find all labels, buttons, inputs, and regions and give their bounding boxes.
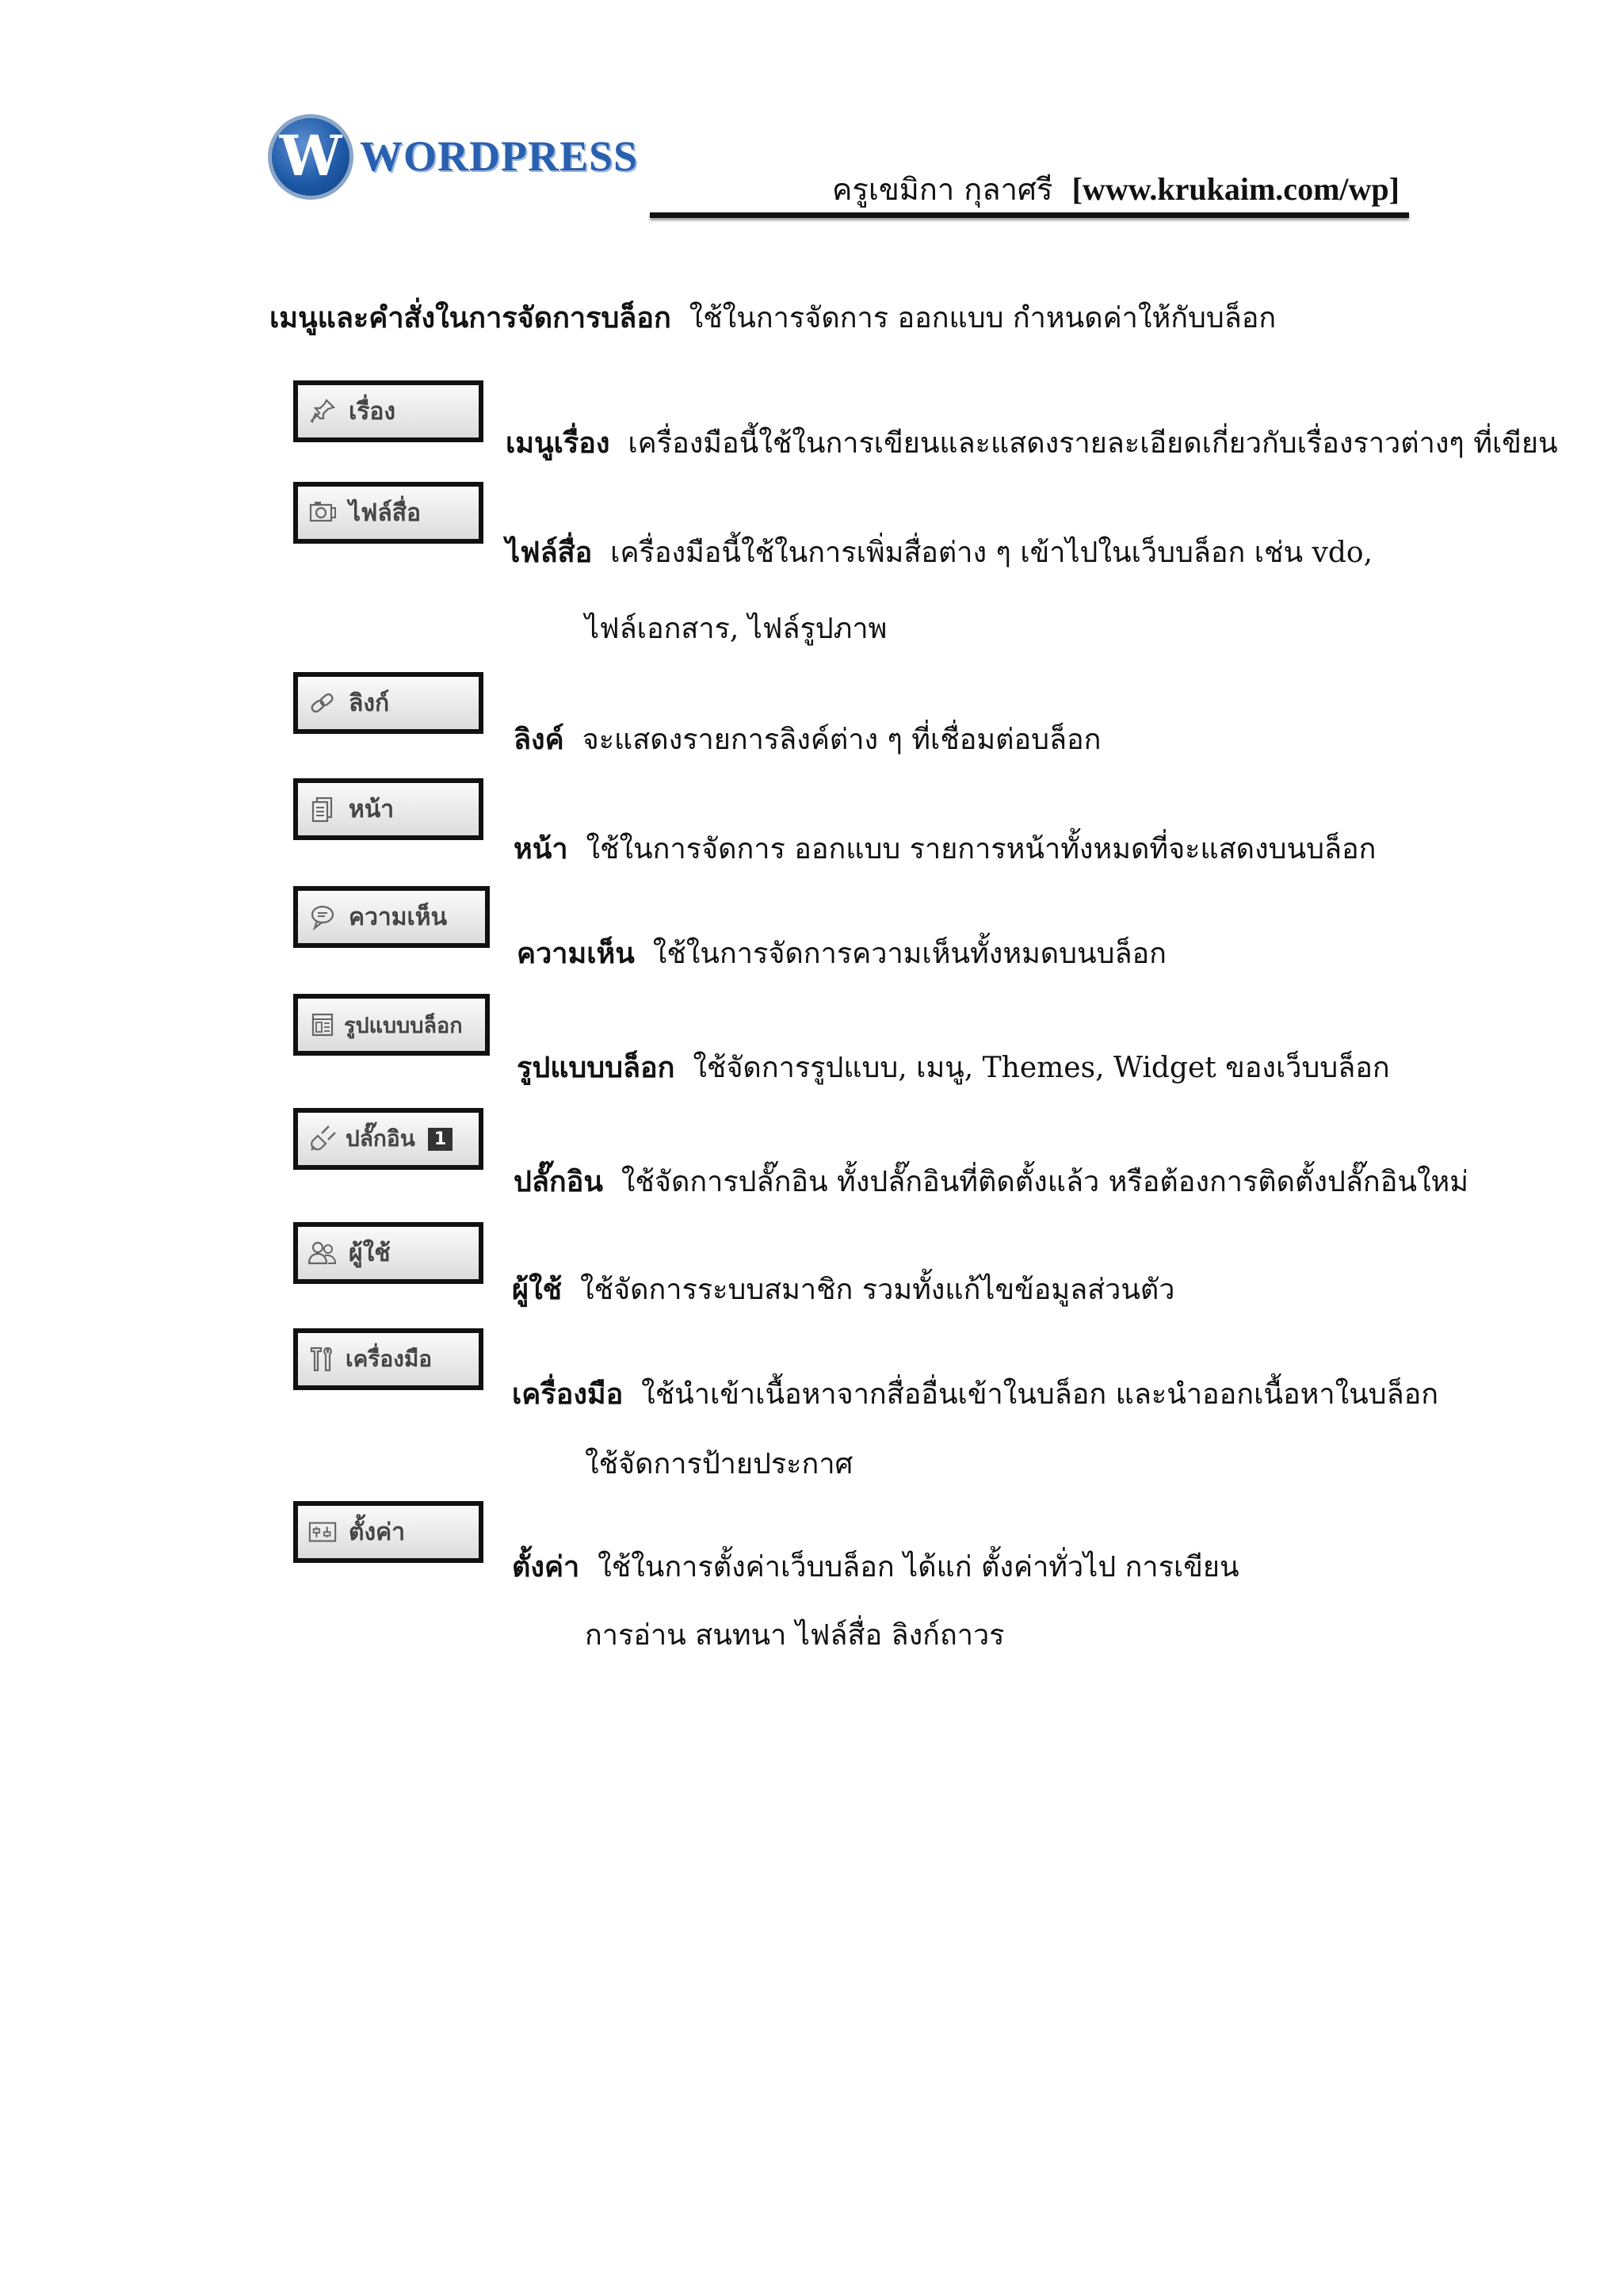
desc-line bbox=[512, 1266, 1175, 1312]
item-desc: ใช้จัดการปลั๊กอิน ทั้งปลั๊กอินที่ติดตั้งแล้ว หรือต้องการติดตั้งปลั๊กอินใหม่ bbox=[621, 1166, 1468, 1198]
item-name: ปลั๊กอิน bbox=[514, 1165, 603, 1198]
desc-line bbox=[514, 1159, 1468, 1204]
header-divider bbox=[650, 212, 1409, 218]
update-count-badge: 1 bbox=[428, 1128, 453, 1151]
author-name: ครูเขมิกา กุลาศรี bbox=[832, 172, 1053, 207]
item-desc: จะแสดงรายการลิงค์ต่าง ๆ ที่เชื่อมต่อบล็อก bbox=[582, 724, 1102, 756]
item-name: รูปแบบบล็อก bbox=[517, 1051, 675, 1084]
item-desc: ใช้ในการจัดการ ออกแบบ รายการหน้าทั้งหมดที่จะแสดงบนบล็อก bbox=[586, 833, 1377, 865]
author-url: [www.krukaim.com/wp] bbox=[1071, 171, 1400, 207]
menu-button-settings[interactable] bbox=[293, 1501, 483, 1563]
item-name: ไฟล์สื่อ bbox=[506, 536, 593, 569]
link-icon bbox=[307, 688, 338, 718]
desc-line bbox=[512, 1371, 1438, 1416]
menu-button-label: ลิงก์ bbox=[349, 689, 390, 717]
users-icon bbox=[307, 1238, 338, 1268]
desc-line bbox=[512, 1544, 1239, 1589]
intro-title: เมนูและคำสั่งในการจัดการบล็อก bbox=[269, 301, 671, 334]
menu-button-pages[interactable] bbox=[293, 778, 483, 840]
menu-button-label: ไฟล์สื่อ bbox=[349, 499, 422, 527]
item-name: หน้า bbox=[514, 832, 568, 865]
desc-continuation: การอ่าน สนทนา ไฟล์สื่อ ลิงก์ถาวร bbox=[585, 1619, 1005, 1652]
menu-button-label: รูปแบบบล็อก bbox=[344, 1013, 463, 1038]
item-desc: เครื่องมือนี้ใช้ในการเพิ่มสื่อต่าง ๆ เข้าไปในเว็บบล็อก เช่น vdo, bbox=[610, 537, 1373, 569]
wordpress-logo bbox=[268, 113, 648, 208]
logo-text: WORDPRESS bbox=[360, 132, 639, 180]
desc-continuation: ใช้จัดการป้ายประกาศ bbox=[585, 1448, 854, 1480]
menu-button-label: ปลั๊กอิน bbox=[346, 1125, 415, 1152]
menu-button-comments[interactable] bbox=[293, 886, 490, 948]
desc-line bbox=[517, 1045, 1390, 1090]
wordpress-logo-icon: W bbox=[268, 114, 353, 200]
item-name: เมนูเรื่อง bbox=[506, 426, 610, 460]
item-desc: ใช้จัดการระบบสมาชิก รวมทั้งแก้ไขข้อมูลส่วนตัว bbox=[580, 1274, 1175, 1306]
menu-button-users[interactable] bbox=[293, 1222, 483, 1284]
pin-icon bbox=[307, 396, 338, 426]
item-name: ลิงค์ bbox=[514, 723, 564, 756]
media-icon bbox=[307, 498, 338, 528]
plugin-icon bbox=[307, 1124, 338, 1154]
menu-button-label: ความเห็น bbox=[349, 903, 448, 931]
item-desc: ใช้ในการจัดการความเห็นทั้งหมดบนบล็อก bbox=[652, 938, 1167, 970]
item-desc: ใช้นำเข้าเนื้อหาจากสื่ออื่นเข้าในบล็อก และนำออกเนื้อหาในบล็อก bbox=[641, 1378, 1439, 1411]
item-desc: ใช้จัดการรูปแบบ, เมนู, Themes, Widget ของเว็บบล็อก bbox=[693, 1052, 1390, 1084]
desc-continuation: ไฟล์เอกสาร, ไฟล์รูปภาพ bbox=[585, 613, 888, 645]
item-name: ผู้ใช้ bbox=[512, 1273, 563, 1306]
item-name: ความเห็น bbox=[517, 937, 635, 970]
menu-button-tools[interactable] bbox=[293, 1328, 483, 1390]
item-name: ตั้งค่า bbox=[512, 1550, 580, 1584]
item-desc: เครื่องมือนี้ใช้ในการเขียนและแสดงรายละเอียดเกี่ยวกับเรื่องราวต่างๆ ที่เขียน bbox=[628, 427, 1558, 460]
menu-button-label: เครื่องมือ bbox=[346, 1346, 433, 1372]
menu-button-media[interactable] bbox=[293, 482, 483, 544]
desc-line bbox=[514, 716, 1101, 762]
comment-icon bbox=[307, 902, 338, 932]
pages-icon bbox=[307, 794, 338, 824]
desc-line bbox=[506, 529, 1373, 575]
menu-button-posts[interactable] bbox=[293, 380, 483, 442]
menu-button-appearance[interactable] bbox=[293, 994, 490, 1056]
item-desc: ใช้ในการตั้งค่าเว็บบล็อก ได้แก่ ตั้งค่าทั่วไป การเขียน bbox=[598, 1551, 1239, 1584]
appearance-icon bbox=[307, 1010, 338, 1040]
intro-line bbox=[269, 295, 1276, 340]
desc-line bbox=[517, 930, 1167, 976]
menu-button-label: ผู้ใช้ bbox=[349, 1239, 391, 1267]
tools-icon bbox=[307, 1344, 338, 1374]
author-line bbox=[832, 165, 1400, 213]
settings-icon bbox=[307, 1517, 338, 1547]
menu-button-links[interactable] bbox=[293, 672, 483, 734]
intro-text: ใช้ในการจัดการ ออกแบบ กำหนดค่าให้กับบล็อก bbox=[689, 302, 1277, 334]
menu-button-plugins[interactable] bbox=[293, 1108, 483, 1170]
menu-button-label: ตั้งค่า bbox=[349, 1518, 406, 1546]
menu-button-label: หน้า bbox=[349, 795, 395, 823]
desc-line bbox=[514, 826, 1376, 871]
desc-line bbox=[506, 420, 1558, 465]
item-name: เครื่องมือ bbox=[512, 1377, 624, 1411]
menu-button-label: เรื่อง bbox=[349, 397, 396, 426]
